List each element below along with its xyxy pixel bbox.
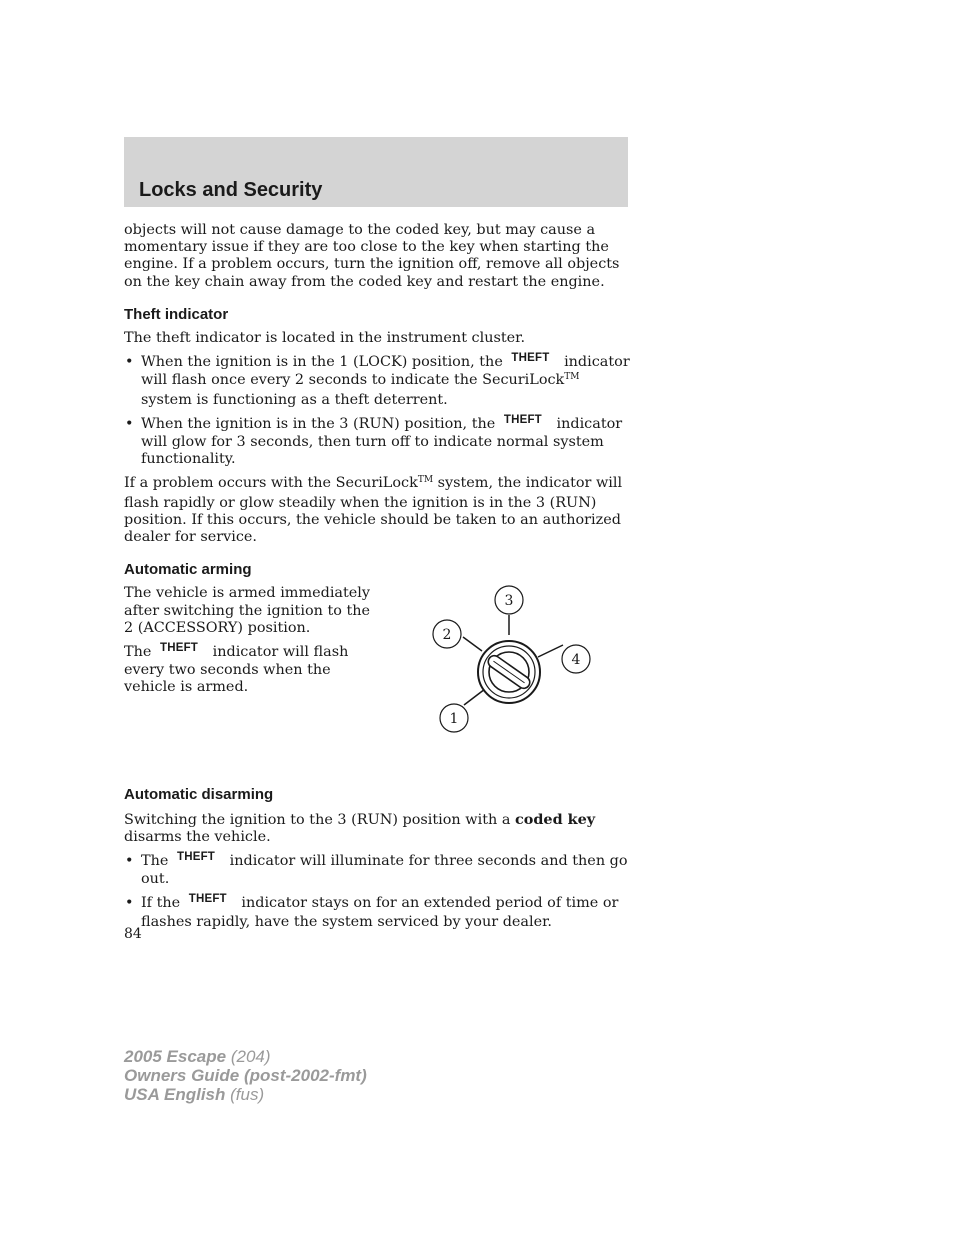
intro-paragraph: objects will not cause damage to the coded key, but may cause a momentary issue if they are too close to the key when starting the engine. If a problem occurs, turn the ignition off, remove all objects on the key chain away from the coded key and restart the engine. — [124, 222, 620, 290]
position-4-label: 4 — [571, 652, 581, 669]
section-title: Locks and Security — [139, 179, 323, 201]
list-item: • If the $^{THEFT}$ indicator stays on for an extended period of time or flashes rapidly, have the system serviced by your dealer. — [125, 893, 619, 930]
page-content — [124, 222, 630, 938]
arming-paragraph: The vehicle is armed immediately after switching the ignition to the 2 (ACCESSORY) position. — [124, 585, 371, 636]
coded-key-emphasis: coded key — [514, 810, 596, 828]
position-1-label: 1 — [449, 711, 459, 728]
disarming-bullet-list — [124, 853, 630, 931]
theft-bullet-list — [124, 354, 630, 468]
position-3-label: 3 — [504, 593, 514, 610]
list-item: • When the ignition is in the 1 (LOCK) position, the $^{THEFT}$ indicator will flash once every 2 seconds to indicate the SecuriLock™ system is functioning as a theft deterrent. — [125, 352, 630, 408]
ignition-lock-cylinder — [478, 641, 540, 703]
theft-lamp-label: THEFT — [188, 893, 227, 906]
bullet-icon: • — [125, 354, 134, 371]
theft-lamp-label: THEFT — [176, 851, 216, 864]
footer-guide-line: Owners Guide (post-2002-fmt) — [124, 1066, 367, 1085]
list-item: • The $^{THEFT}$ indicator will illuminate for three seconds and then go out. — [125, 851, 628, 888]
arming-lamp-paragraph: The $^{THEFT}$ indicator will flash every two seconds when the vehicle is armed. — [124, 642, 349, 696]
theft-problem-paragraph: If a problem occurs with the SecuriLock™ system, the indicator will flash rapidly or glow steadily when the ignition is in the 3 (RUN) position. If this occurs, the vehicle should be taken to an authorized dealer for service. — [124, 475, 623, 546]
automatic-arming-heading: Automatic arming — [124, 561, 252, 579]
bullet-icon: • — [125, 415, 134, 432]
section-header-band — [124, 137, 628, 207]
bullet-icon: • — [125, 895, 134, 912]
automatic-disarming-heading: Automatic disarming — [124, 786, 274, 804]
footer-language-line: USA English (fus) — [124, 1085, 265, 1104]
disarming-paragraph: Switching the ignition to the 3 (RUN) position with a coded key disarms the vehicle. — [124, 810, 596, 845]
theft-lamp-label: THEFT — [511, 352, 550, 365]
position-2-leader — [463, 637, 482, 651]
trademark-mark: TM — [564, 372, 580, 383]
theft-lamp-label: THEFT — [159, 642, 199, 655]
position-2-label: 2 — [442, 627, 452, 644]
list-item: • When the ignition is in the 3 (RUN) position, the $^{THEFT}$ indicator will glow for 3 seconds, then turn off to indicate normal system functionality. — [125, 413, 623, 468]
ignition-switch-illustration — [424, 581, 604, 741]
arming-text — [124, 585, 376, 696]
theft-lamp-label: THEFT — [503, 413, 542, 426]
theft-location-text: The theft indicator is located in the instrument cluster. — [124, 330, 526, 347]
theft-indicator-heading: Theft indicator — [124, 305, 229, 323]
footer-model-line: 2005 Escape (204) — [124, 1047, 271, 1066]
page-number: 84 — [124, 926, 142, 942]
position-4-leader — [538, 645, 563, 657]
arming-section — [124, 585, 630, 771]
document-footer — [124, 1047, 367, 1104]
trademark-mark: TM — [417, 475, 434, 486]
position-1-leader — [464, 689, 485, 705]
bullet-icon: • — [125, 853, 134, 870]
